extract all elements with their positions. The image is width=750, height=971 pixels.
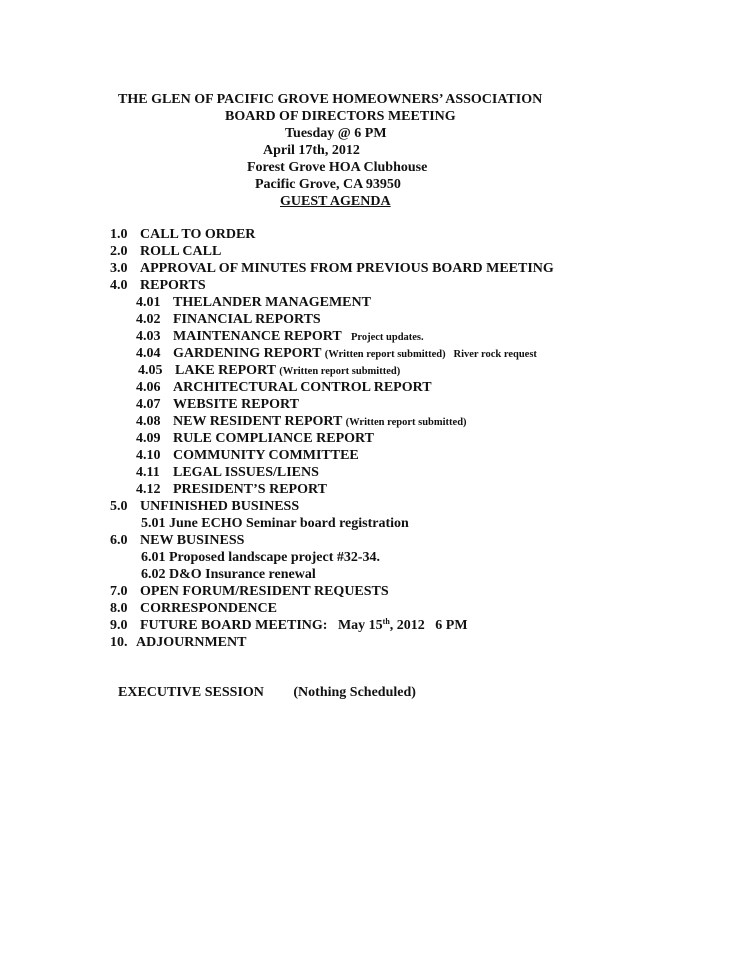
agenda-text: FINANCIAL REPORTS (173, 312, 321, 327)
agenda-subitem (136, 328, 424, 346)
agenda-text: CALL TO ORDER (140, 227, 256, 242)
agenda-text: 6.01 Proposed landscape project #32-34. (141, 550, 381, 565)
agenda-text-cont: , 2012 6 PM (389, 618, 468, 633)
agenda-text: WEBSITE REPORT (173, 397, 299, 412)
agenda-text: THELANDER MANAGEMENT (173, 295, 371, 310)
meeting-city: Pacific Grove, CA 93950 (255, 177, 401, 192)
agenda-title: GUEST AGENDA (280, 194, 391, 209)
agenda-subitem (136, 311, 321, 328)
agenda-item (110, 532, 244, 549)
agenda-subitem (136, 430, 374, 447)
agenda-text: MAINTENANCE REPORT (173, 329, 342, 344)
agenda-item (110, 260, 554, 277)
agenda-subitem (136, 413, 467, 431)
agenda-number: 4.09 (136, 431, 161, 446)
agenda-number: 4.12 (136, 482, 161, 497)
agenda-number: 5.0 (110, 499, 128, 514)
agenda-text: OPEN FORUM/RESIDENT REQUESTS (140, 584, 389, 599)
agenda-subitem (136, 379, 432, 396)
agenda-number: 4.10 (136, 448, 161, 463)
agenda-note: (Written report submitted) (279, 366, 401, 377)
agenda-text: LAKE REPORT (175, 363, 276, 378)
agenda-text: 5.01 June ECHO Seminar board registration (141, 516, 409, 531)
meeting-title: BOARD OF DIRECTORS MEETING (225, 109, 456, 124)
agenda-subitem (136, 481, 327, 498)
meeting-day-time: Tuesday @ 6 PM (285, 126, 387, 141)
executive-session-label: EXECUTIVE SESSION (118, 685, 264, 700)
agenda-text: REPORTS (140, 278, 206, 293)
agenda-text: ADJOURNMENT (136, 635, 247, 650)
agenda-number: 8.0 (110, 601, 128, 616)
agenda-item (110, 583, 389, 600)
agenda-item (110, 277, 206, 294)
agenda-number: 4.0 (110, 278, 128, 293)
agenda-text: RULE COMPLIANCE REPORT (173, 431, 374, 446)
agenda-item (110, 600, 277, 617)
agenda-number: 4.07 (136, 397, 161, 412)
agenda-text: GARDENING REPORT (173, 346, 322, 361)
agenda-number: 4.06 (136, 380, 161, 395)
agenda-number: 9.0 (110, 618, 128, 633)
agenda-number: 3.0 (110, 261, 128, 276)
meeting-location: Forest Grove HOA Clubhouse (247, 160, 428, 175)
agenda-subitem (138, 362, 400, 380)
agenda-number: 4.04 (136, 346, 161, 361)
agenda-text: COMMUNITY COMMITTEE (173, 448, 359, 463)
agenda-text: FUTURE BOARD MEETING: May 15 (140, 618, 383, 633)
agenda-subitem (136, 396, 299, 413)
agenda-text: ROLL CALL (140, 244, 222, 259)
agenda-text: NEW BUSINESS (140, 533, 245, 548)
agenda-number: 7.0 (110, 584, 128, 599)
agenda-item (110, 243, 221, 260)
agenda-number: 10. (110, 635, 128, 650)
executive-session-status: (Nothing Scheduled) (293, 685, 416, 700)
agenda-subitem (141, 549, 380, 566)
agenda-number: 1.0 (110, 227, 128, 242)
agenda-subitem (136, 447, 359, 464)
agenda-note: (Written report submitted) River rock request (324, 349, 537, 360)
agenda-note: Project updates. (350, 332, 424, 343)
agenda-number: 4.02 (136, 312, 161, 327)
ordinal-suffix: th (382, 617, 390, 626)
agenda-text: LEGAL ISSUES/LIENS (173, 465, 319, 480)
agenda-text: 6.02 D&O Insurance renewal (141, 567, 316, 582)
agenda-subitem (136, 464, 319, 481)
agenda-number: 4.11 (136, 465, 160, 480)
meeting-date: April 17th, 2012 (263, 143, 360, 158)
agenda-text: APPROVAL OF MINUTES FROM PREVIOUS BOARD MEETING (140, 261, 554, 276)
agenda-item (110, 617, 468, 634)
agenda-number: 6.0 (110, 533, 128, 548)
agenda-number: 4.05 (138, 363, 163, 378)
agenda-number: 4.01 (136, 295, 161, 310)
agenda-text: ARCHITECTURAL CONTROL REPORT (173, 380, 432, 395)
org-name: THE GLEN OF PACIFIC GROVE HOMEOWNERS’ ASSOCIATION (118, 92, 543, 107)
agenda-number: 2.0 (110, 244, 128, 259)
agenda-subitem (141, 515, 409, 532)
agenda-item (110, 226, 255, 243)
agenda-number: 4.08 (136, 414, 161, 429)
agenda-number: 4.03 (136, 329, 161, 344)
agenda-text: NEW RESIDENT REPORT (173, 414, 343, 429)
agenda-text: UNFINISHED BUSINESS (140, 499, 300, 514)
agenda-note: (Written report submitted) (345, 417, 467, 428)
agenda-subitem (141, 566, 316, 583)
executive-session (118, 684, 416, 701)
agenda-subitem (136, 294, 371, 311)
agenda-item (110, 498, 299, 515)
agenda-subitem (136, 345, 537, 363)
agenda-text: PRESIDENT’S REPORT (173, 482, 327, 497)
agenda-text: CORRESPONDENCE (140, 601, 277, 616)
agenda-item (110, 634, 246, 651)
